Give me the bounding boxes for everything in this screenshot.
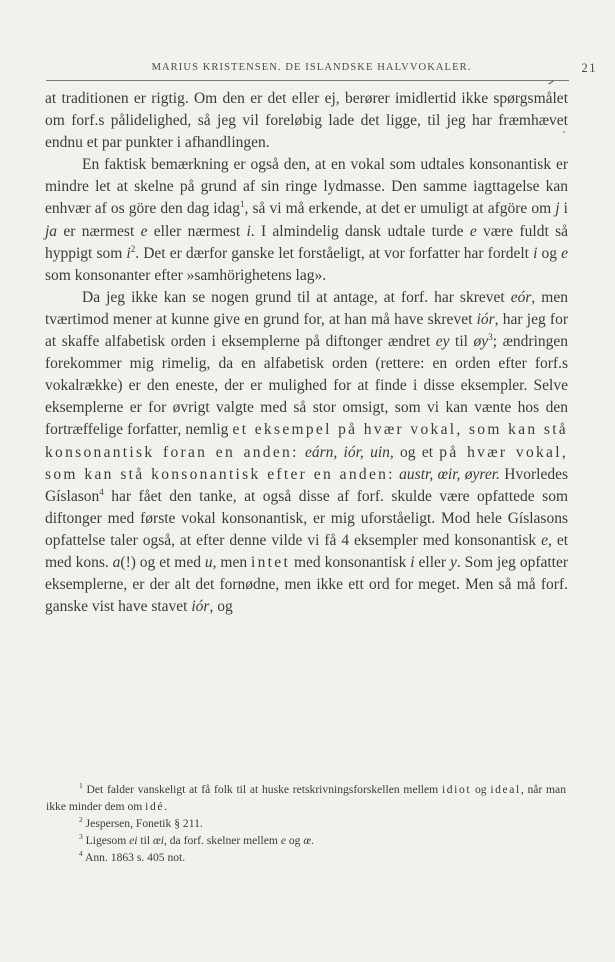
- spaced-emphasis: intet: [251, 553, 291, 571]
- spaced-emphasis: på hvær vokal, som kan stå konsonantisk efter en anden:: [45, 443, 568, 483]
- margin-tick-mark: [548, 80, 553, 84]
- page-number: 21: [581, 61, 597, 75]
- footnotes: [46, 781, 566, 866]
- spaced-emphasis: et eksempel på hvær vokal, som kan stå konsonantisk foran en anden:: [45, 421, 568, 461]
- footnote-ref-3[interactable]: 3: [488, 332, 493, 343]
- paragraph-1: at traditionen er rigtig. Om den er det eller ej, berører imidlertid ikke spørgsmålet om forf.s pålidelighed, så jeg vil foreløbig lade det ligge, til jeg har fræmhævet endnu et par punkter i afhandlingen.: [45, 90, 568, 152]
- footnote-4: $^4$ Ann. 1863 s. 405 not.: [79, 849, 186, 865]
- body-text: [45, 88, 568, 618]
- footnote-2: $^2$ Jespersen, Fonetik § 211.: [79, 815, 203, 831]
- footnote-3: $^3$ Ligesom ei til œi, da forf. skelner mellem e og œ.: [79, 832, 315, 848]
- running-header: [46, 61, 597, 75]
- paragraph-2: En faktisk bemærkning er også den, at en vokal som udtales konsonantisk er mindre let at skelne på grund af sin ringe lydmasse. Den samme iagttagelse kan enhvær af os göre den dag idag$^1$, så vi må erkende, at det er umuligt at afgöre om j i ja er nærmest e eller nærmest i. I almindelig dansk udtale turde e være fuldt så hyppigt som $i^2$. Det er dærfor ganske let forståeligt, at vor forfatter har fordelt i og e som konsonanter efter »samhörighetens lag».: [45, 156, 569, 284]
- header-rule: [46, 80, 569, 81]
- running-title: MARIUS KRISTENSEN. DE ISLANDSKE HALVVOKALER.: [151, 62, 472, 73]
- footnote-ref-4[interactable]: 4: [99, 486, 104, 497]
- footnote-ref-2[interactable]: 2: [130, 243, 136, 254]
- footnote-1: $^1$ Det falder vanskeligt at få folk til at huske retskrivningsforskellen mellem idiot og ideal, når man ikke minder dem om idé.: [46, 781, 567, 814]
- footnote-ref-1[interactable]: 1: [240, 199, 245, 210]
- paragraph-3: Da jeg ikke kan se nogen grund til at antage, at forf. har skrevet eór, men tværtimod mener at kunne give en grund for, at han må have skrevet iór, har jeg for at skaffe alfabetisk orden i eksemplerne på diftonger ændret ey til $øy^3$; ændringen forekommer mig rimelig, da en alfabetisk orden (rettere: en orden efter forf.s vokalrække) er den eneste, der er mulighed for at finde i disse eksempler. Selve eksemplerne er for øvrigt valgte med så stor omsigt, som vi kan vænte hos den fortræffelige forfatter, nemlig et eksempel på hvær vokal, som kan stå konsonantisk foran en anden: eárn, iór, uin, og et på hvær vokal, som kan stå konsonantisk efter en anden: austr, œir, øyrer. Hvorledes Gíslason$^4$ har fået den tanke, at også disse af forf. skulde være opfattede som diftonger med første vokal konsonantisk, er mig uforståeligt. Mod hele Gíslasons opfattelse taler også, at efter denne vilde vi få 4 eksempler med konsonantisk e, et med kons. a(!) og et med u, men intet med konsonantisk i eller y. Som jeg opfatter eksemplerne, er der alt det fornødne, men ikke ett ord for meget. Men så må forf. ganske vist have stavet iór, og: [45, 288, 569, 616]
